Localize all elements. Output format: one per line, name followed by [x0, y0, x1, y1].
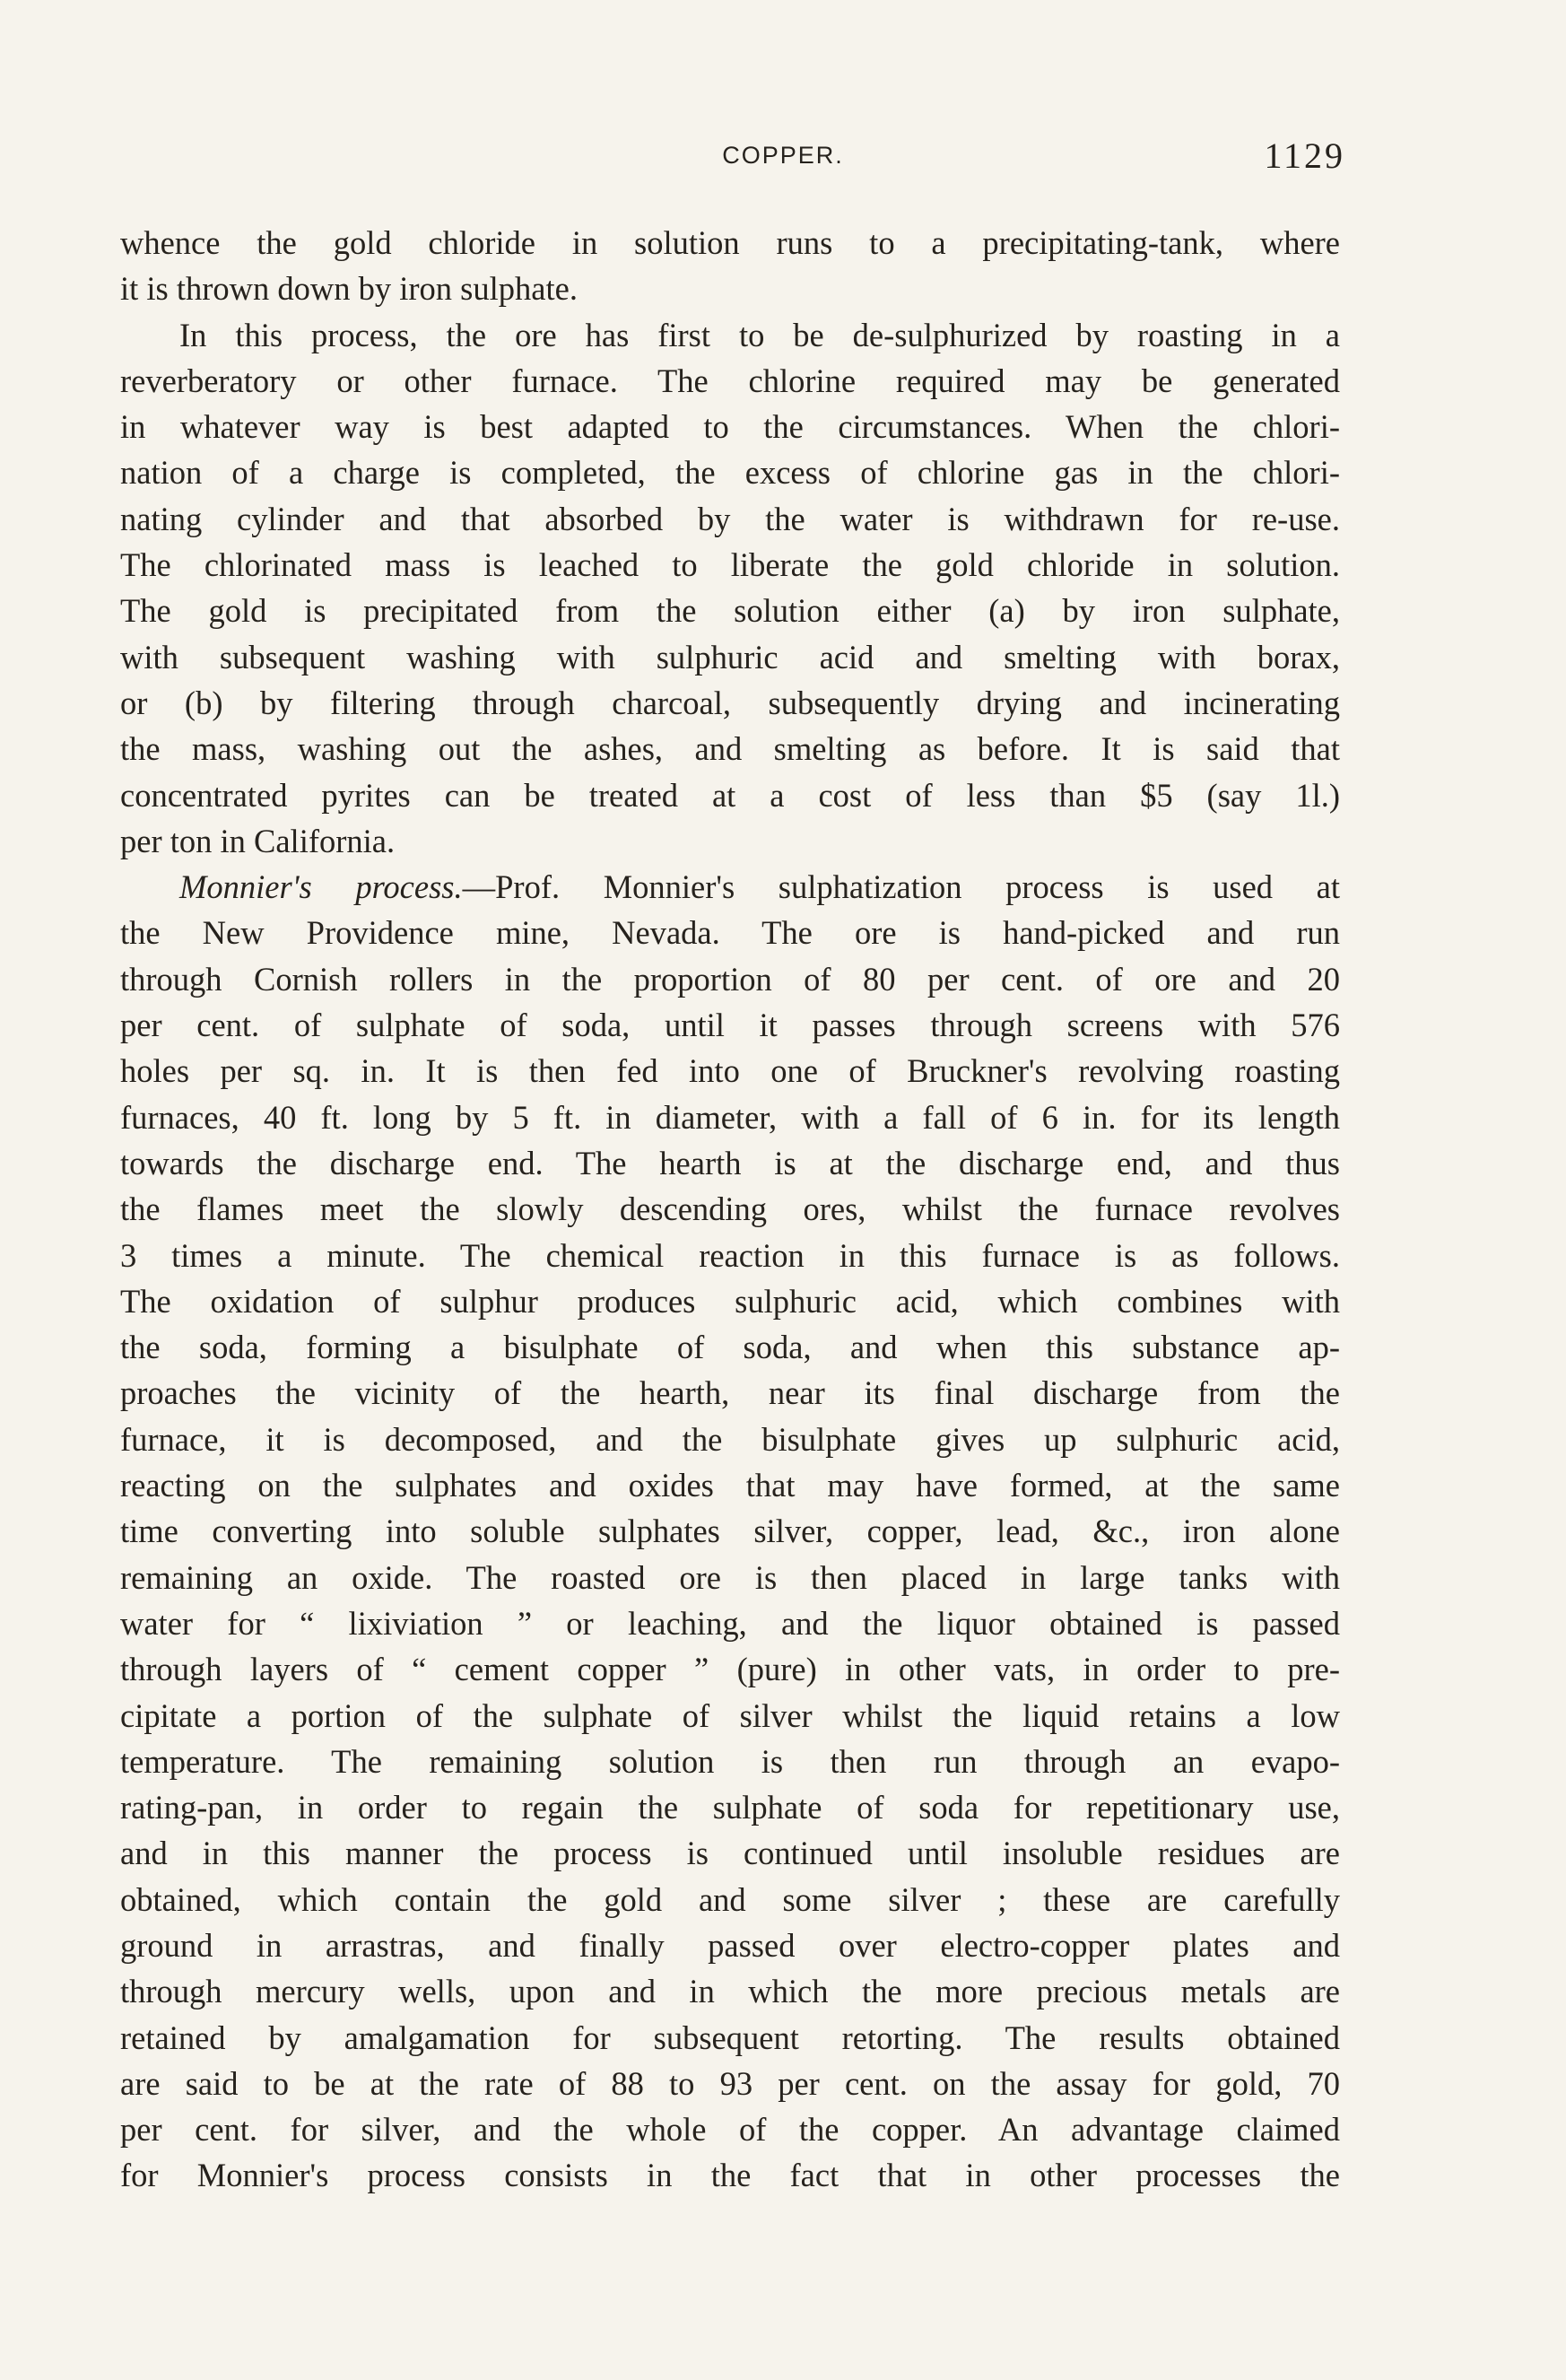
text-line: The gold is precipitated from the solution either (a) by iron sulphate, — [120, 592, 1340, 630]
text-line: for Monnier's process consists in the fact that in other processes the — [120, 2157, 1340, 2194]
text-line: nating cylinder and that absorbed by the water is withdrawn for re-use. — [120, 500, 1340, 537]
text-line — [120, 864, 1340, 910]
text-line: The oxidation of sulphur produces sulphuric acid, which combines with — [120, 1282, 1340, 1320]
text-line: or (b) by filtering through charcoal, subsequently drying and incinerating — [120, 684, 1340, 721]
text-line: cipitate a portion of the sulphate of silver whilst the liquid retains a low — [120, 1696, 1340, 1734]
text-line: towards the discharge end. The hearth is at the discharge end, and thus — [120, 1144, 1340, 1181]
text-line: it is thrown down by iron sulphate. — [120, 270, 578, 308]
text-line: the New Providence mine, Nevada. The ore is hand-picked and run — [120, 914, 1340, 952]
section-lead: Monnier's process. — [179, 868, 463, 906]
text-line: and in this manner the process is continued until insoluble residues are — [120, 1835, 1340, 1872]
text-line: the flames meet the slowly descending ores, whilst the furnace revolves — [120, 1190, 1340, 1228]
running-head: COPPER. — [722, 142, 844, 169]
text-line: are said to be at the rate of 88 to 93 per cent. on the assay for gold, 70 — [120, 2064, 1340, 2102]
page-number: 1129 — [1264, 135, 1345, 176]
text-line: remaining an oxide. The roasted ore is then placed in large tanks with — [120, 1558, 1340, 1596]
text-block — [120, 220, 1340, 2199]
text-line: through layers of “ cement copper ” (pure) in other vats, in order to pre- — [120, 1651, 1340, 1688]
text-line: retained by amalgamation for subsequent retorting. The results obtained — [120, 2018, 1340, 2056]
text-line: rating-pan, in order to regain the sulphate of soda for repetitionary use, — [120, 1789, 1340, 1826]
text-line: the soda, forming a bisulphate of soda, and when this substance ap- — [120, 1329, 1340, 1366]
paragraph-2 — [120, 312, 1340, 865]
text-line: whence the gold chloride in solution runs to a precipitating-tank, where — [120, 224, 1340, 261]
text-line: per cent. of sulphate of soda, until it passes through screens with 576 — [120, 1007, 1340, 1044]
text-line: in whatever way is best adapted to the circumstances. When the chlori- — [120, 408, 1340, 446]
text-line: The chlorinated mass is leached to liberate the gold chloride in solution. — [120, 546, 1340, 584]
text-line: time converting into soluble sulphates silver, copper, lead, &c., iron alone — [120, 1513, 1340, 1550]
text-line: with subsequent washing with sulphuric acid and smelting with borax, — [120, 638, 1340, 676]
paragraph-3 — [120, 864, 1340, 2199]
text-run: —Prof. Monnier's sulphatization process is used at — [462, 868, 1341, 906]
text-line: furnace, it is decomposed, and the bisulphate gives up sulphuric acid, — [120, 1420, 1340, 1458]
text-line: water for “ lixiviation ” or leaching, and the liquor obtained is passed — [120, 1604, 1340, 1642]
text-line: holes per sq. in. It is then fed into one of Bruckner's revolving roasting — [120, 1052, 1340, 1090]
text-line: nation of a charge is completed, the excess of chlorine gas in the chlori- — [120, 454, 1340, 492]
text-line: through mercury wells, upon and in which the more precious metals are — [120, 1973, 1340, 2010]
text-line: per ton in California. — [120, 822, 396, 859]
text-line: reverberatory or other furnace. The chlorine required may be generated — [120, 362, 1340, 399]
text-line: ground in arrastras, and finally passed over electro-copper plates and — [120, 1926, 1340, 1964]
paragraph-1 — [120, 220, 1340, 312]
text-line: concentrated pyrites can be treated at a cost of less than $5 (say 1l.) — [120, 776, 1340, 814]
text-line: 3 times a minute. The chemical reaction in this furnace is as follows. — [120, 1236, 1340, 1274]
page-header — [0, 135, 1566, 188]
text-line: furnaces, 40 ft. long by 5 ft. in diameter, with a fall of 6 in. for its length — [120, 1098, 1340, 1136]
text-line: reacting on the sulphates and oxides that may have formed, at the same — [120, 1467, 1340, 1504]
text-line: through Cornish rollers in the proportion of 80 per cent. of ore and 20 — [120, 960, 1340, 998]
text-line: proaches the vicinity of the hearth, near its final discharge from the — [120, 1374, 1340, 1412]
text-line: temperature. The remaining solution is then run through an evapo- — [120, 1742, 1340, 1780]
text-line: the mass, washing out the ashes, and smelting as before. It is said that — [120, 730, 1340, 768]
text-line: obtained, which contain the gold and some silver ; these are carefully — [120, 1880, 1340, 1918]
text-line: In this process, the ore has first to be de-sulphurized by roasting in a — [179, 316, 1340, 353]
text-line: per cent. for silver, and the whole of the copper. An advantage claimed — [120, 2111, 1340, 2149]
